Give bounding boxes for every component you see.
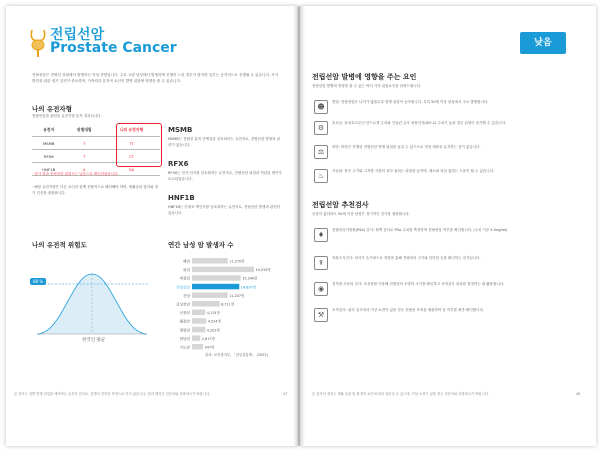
- intro-paragraph: 전립선암은 전립선 상피에서 발생하는 악성 종양입니다. 주로 고령 남성에서 발생하며 진행이 느린 경우가 많지만 일부는 공격적으로 진행될 수 있습니다. 조기 발견을 위한 정기 검진이 중요하며, 가족력과 유전적 요인이 발병 위험에 영향을 줄 수 있습니다.: [32, 73, 279, 83]
- table-cell: CT: [103, 150, 160, 163]
- bar-category-label: 신장암: [179, 311, 190, 316]
- checkup-item: 조직검사: 위의 검사에서 이상 소견이 있을 경우 전립선 조직을 채취하여 암 여부를 최종 확인합니다.: [332, 308, 484, 312]
- gene-desc-msmb: MSMB는 전립선 분비 단백질을 암호화하는 유전자로, 전립선암 발생과 관련이 있습니다.: [168, 137, 280, 147]
- blood-test-icon: ♦: [314, 228, 328, 242]
- bar-category-label: 방광암: [179, 328, 190, 333]
- checkups-heading: 전립선암 추천검사: [312, 201, 369, 209]
- bar: [192, 344, 203, 350]
- bar-category-label: 췌장암: [179, 319, 190, 324]
- table-cell: GA: [103, 163, 160, 176]
- bar-value-label: 2,617명: [201, 336, 215, 341]
- book-spine: [293, 6, 305, 446]
- page-title-english: Prostate Cancer: [50, 40, 177, 56]
- gene-name-hnf1b: HNF1B: [168, 194, 195, 202]
- bar-category-label: 폐암: [183, 259, 190, 264]
- bar: [192, 301, 220, 307]
- left-footer-text: 본 검사는 질병 발생 위험을 예측하는 유전자 검사로, 질병의 진단을 목적으로 하지 않습니다. 결과 해석은 전문의와 상담하시기 바랍니다.: [14, 392, 211, 396]
- table-cell: A: [66, 163, 103, 176]
- genotype-note-2: · 해당 유전자형은 다른 요인과 함께 종합적으로 해석해야 하며, 생활습관 관리와 정기 검진을 권장합니다.: [32, 185, 159, 195]
- bar-category-label: 식도암: [179, 345, 190, 350]
- checkup-item: 전립선특이항원(PSA) 검사: 혈액 검사로 PSA 수치를 측정하여 전립선암 여부를 확인합니다. (수치 기준 4.0ng/ml): [332, 228, 508, 232]
- table-cell: HNF1B: [32, 163, 66, 176]
- my-genotype-heading: 나의 유전자형: [32, 105, 72, 113]
- gene-name-rfx6: RFX6: [168, 160, 189, 168]
- bar-category-label: 갑상선암: [176, 302, 190, 307]
- right-page-number: 48: [576, 392, 581, 396]
- table-header-cell: 유전자: [32, 124, 66, 137]
- risk-factors-subtext: 전립선암 발병에 영향을 줄 수 있는 여러 가지 위험요인을 알려드립니다.: [312, 84, 422, 88]
- bar: [192, 275, 241, 281]
- bar: [192, 258, 228, 264]
- bar-value-label: 4,174명: [206, 311, 220, 316]
- risk-factors-heading: 전립선암 발병에 영향을 주는 요인: [312, 73, 417, 81]
- risk-factor-item: 호르몬: 남성호르몬인 안드로겐 수치와 인슐린 유사 성장인자(IGF-1) 수치가 높을 경우 위험이 증가할 수 있습니다.: [332, 121, 507, 125]
- bar-value-label: 14,897명: [240, 285, 256, 290]
- bar: [192, 310, 205, 316]
- table-cell: MSMB: [32, 137, 66, 150]
- my-genotype-highlight-box: [116, 123, 162, 167]
- risk-chart-heading: 나의 유전적 위험도: [32, 241, 87, 249]
- bar-category-label: 전립선암: [176, 285, 190, 290]
- checkup-item: 경직장 초음파 검사: 초음파를 이용해 전립선의 모양과 크기를 확인하고 조직검사 위치를 결정하는 데 활용합니다.: [332, 282, 505, 286]
- food-icon: ♨: [314, 169, 328, 183]
- bar-category-label: 담낭암: [179, 336, 190, 341]
- gene-desc-rfx6: RFX6는 전사 인자를 암호화하는 유전자로, 전립선암 위험과 연관된 변이가 보고되었습니다.: [168, 171, 282, 181]
- gene-name-msmb: MSMB: [168, 126, 193, 134]
- male-cancer-bar-chart: [168, 256, 283, 352]
- prostate-organ-icon: [28, 28, 48, 58]
- bar: [192, 335, 200, 341]
- doctor-icon: ☤: [314, 256, 328, 270]
- ultrasound-icon: ◉: [314, 282, 328, 296]
- table-cell: T: [66, 137, 103, 150]
- bar-category-label: 위암: [183, 268, 190, 273]
- bar-value-label: 8,711명: [221, 302, 235, 307]
- bar-category-label: 간암: [183, 293, 190, 298]
- bar: [192, 318, 206, 324]
- bar-chart-source: 출처: 보건복지부, 「암등록통계」 (2022): [205, 353, 268, 357]
- bar: [192, 327, 205, 333]
- risk-factor-item: 연령: 전립선암은 나이가 많을수록 발생 위험이 높아집니다. 특히 50세 이상 남성에서 주로 발생합니다.: [332, 100, 489, 104]
- my-genotype-subtext: 전립선암과 관련된 유전자형 분석 결과입니다.: [32, 114, 102, 118]
- gene-desc-hnf1b: HNF1B는 간세포 핵인자를 암호화하는 유전자로, 전립선암 발생과 관련이 있습니다.: [168, 205, 281, 215]
- table-cell: RFX6: [32, 150, 66, 163]
- bar-value-label: 11,207명: [229, 293, 245, 298]
- right-footer-text: 본 검사의 결과는 생활 습관 및 환경적 요인에 따라 달라질 수 있으며, 이상 소견이 있을 경우 전문의와 상담하시기 바랍니다.: [312, 392, 490, 396]
- bar-value-label: 19,533명: [255, 268, 271, 273]
- bar: [192, 267, 254, 273]
- genotype-note-1: · 검사 결과 전립선암 위험도는 낮음으로 확인되었습니다.: [32, 172, 119, 176]
- person-icon: ☻: [314, 100, 328, 114]
- bar-value-label: 4,524명: [207, 319, 221, 324]
- risk-level-badge: 낮음: [520, 32, 566, 54]
- risk-factor-item: 비만: 비만은 진행된 전립선암 발생 위험을 높일 수 있으므로 적정 체중을 유지하는 것이 좋습니다.: [332, 145, 481, 149]
- risk-chart-xlabel: 한국인 평균: [82, 338, 106, 343]
- table-cell: T: [66, 150, 103, 163]
- table-header-cell: 나의 유전자형: [103, 124, 160, 137]
- weight-scale-icon: ⚖: [314, 145, 328, 159]
- checkups-subtext: 증상이 없더라도 50세 이상 남성은 정기적인 검사를 권장합니다.: [312, 212, 410, 216]
- left-page-number: 47: [283, 392, 288, 396]
- bar-category-label: 대장암: [179, 276, 190, 281]
- bar-value-label: 15,340명: [242, 276, 258, 281]
- biopsy-icon: ⚒: [314, 308, 328, 322]
- table-header-cell: 위험대립: [66, 124, 103, 137]
- bar-chart-title: 연간 남성 암 발생자 수: [168, 241, 234, 249]
- risk-distribution-chart: [32, 254, 152, 344]
- checkup-item: 직장수지검사: 의사가 손가락으로 직장을 통해 전립선의 크기와 단단함 등을 확인하는 검사입니다.: [332, 256, 481, 260]
- bar-value-label: 11,270명: [229, 259, 245, 264]
- bar-value-label: 4,202명: [206, 328, 220, 333]
- bar: [192, 284, 239, 290]
- bar: [192, 292, 228, 298]
- my-risk-marker: 88 %: [30, 278, 46, 285]
- table-cell: TT: [103, 137, 160, 150]
- bar-value-label: 347명: [204, 345, 215, 350]
- hormone-icon: ⚙: [314, 121, 328, 135]
- risk-factor-item: 식습관: 붉은 고기와 고지방 식품의 과다 섭취는 위험을 높이며, 채소와 과일 섭취는 도움이 될 수 있습니다.: [332, 169, 495, 173]
- page-title-korean: 전립선암: [50, 27, 105, 43]
